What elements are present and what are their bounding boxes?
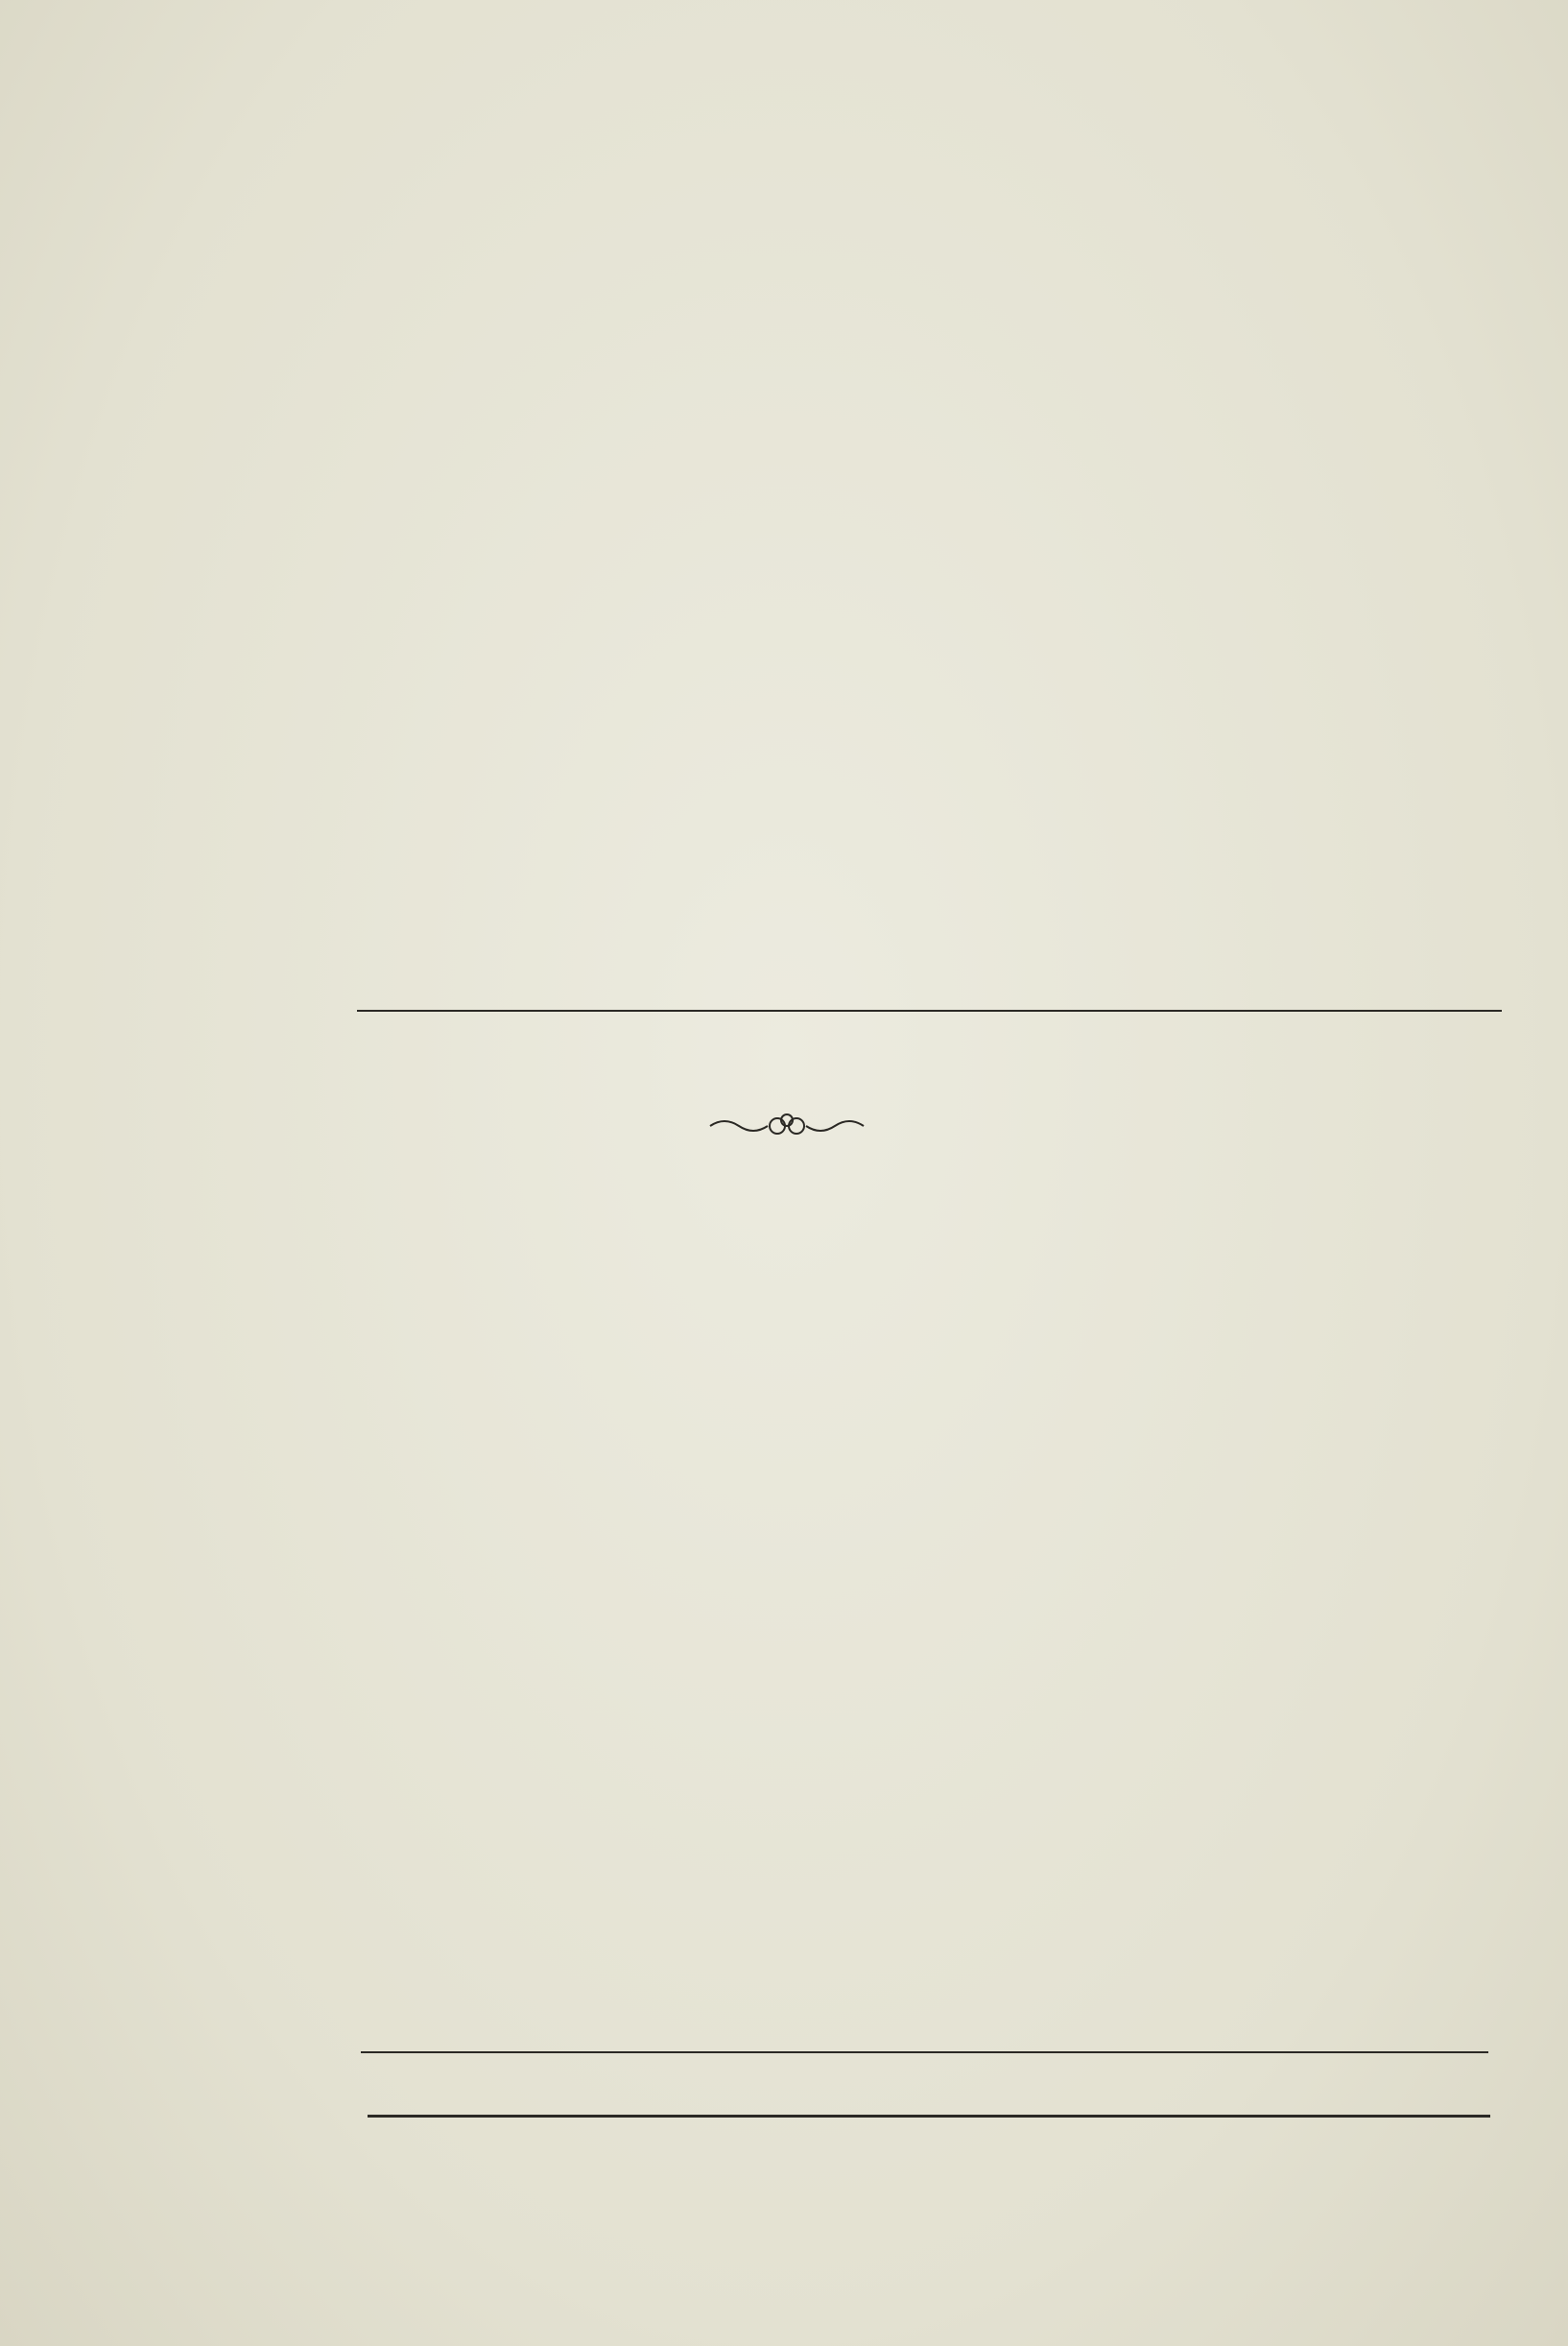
decorative-ornament-icon [705,1109,868,1143]
section-divider [357,1010,1502,1012]
footer-divider-bottom [368,2115,1490,2118]
footer-divider-top [361,2051,1488,2053]
